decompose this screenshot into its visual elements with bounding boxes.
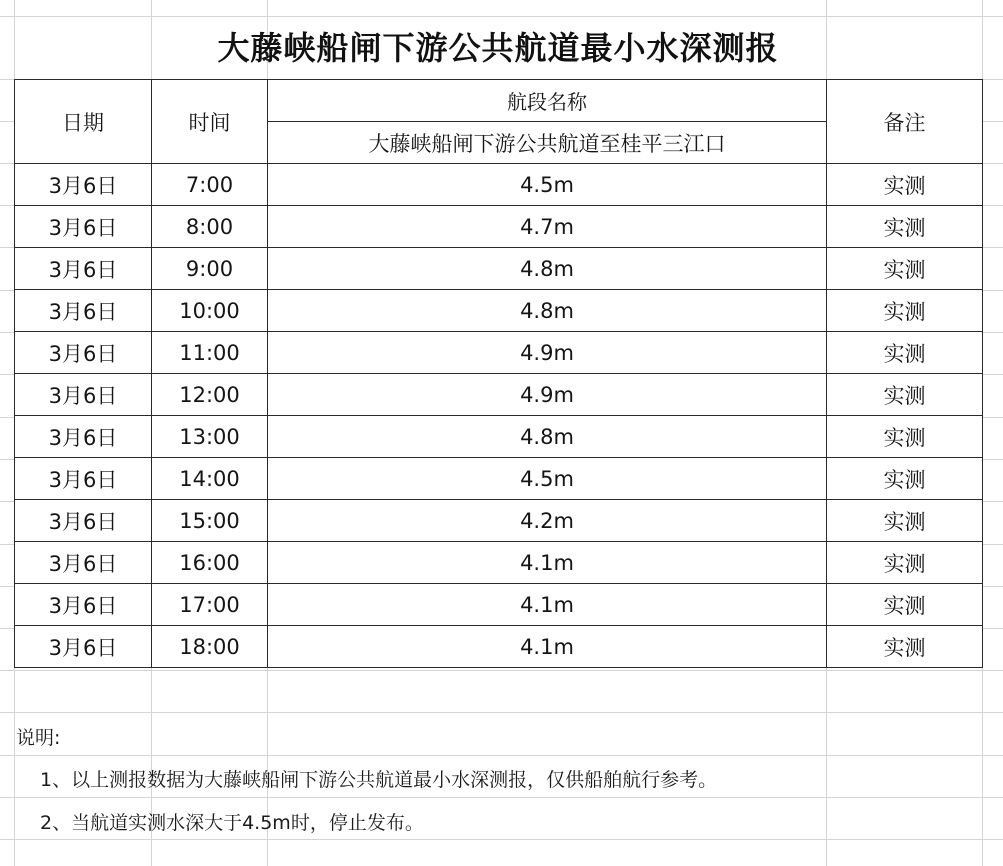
cell-time: 15:00 xyxy=(152,500,268,542)
cell-time: 10:00 xyxy=(152,290,268,332)
grid-line xyxy=(0,839,1003,840)
cell-remark: 实测 xyxy=(827,584,983,626)
table-row xyxy=(15,458,983,500)
cell-remark: 实测 xyxy=(827,542,983,584)
cell-depth: 4.8m xyxy=(268,248,827,290)
cell-depth: 4.8m xyxy=(268,290,827,332)
table-row xyxy=(15,374,983,416)
cell-time: 16:00 xyxy=(152,542,268,584)
note-item-2: 2、当航道实测水深大于4.5m时，停止发布。 xyxy=(40,812,424,834)
table-row xyxy=(15,332,983,374)
table-row xyxy=(15,248,983,290)
cell-depth: 4.5m xyxy=(268,458,827,500)
cell-depth: 4.5m xyxy=(268,164,827,206)
header-route-name: 大藤峡船闸下游公共航道至桂平三江口 xyxy=(268,122,827,164)
cell-remark: 实测 xyxy=(827,500,983,542)
table-row xyxy=(15,206,983,248)
cell-time: 11:00 xyxy=(152,332,268,374)
cell-remark: 实测 xyxy=(827,290,983,332)
cell-date: 3月6日 xyxy=(15,500,152,542)
table-header-row xyxy=(15,80,983,122)
grid-line xyxy=(0,797,1003,798)
cell-remark: 实测 xyxy=(827,248,983,290)
cell-depth: 4.7m xyxy=(268,206,827,248)
cell-depth: 4.8m xyxy=(268,416,827,458)
cell-time: 13:00 xyxy=(152,416,268,458)
cell-depth: 4.1m xyxy=(268,542,827,584)
table-row xyxy=(15,542,983,584)
cell-time: 18:00 xyxy=(152,626,268,668)
header-section-name: 航段名称 xyxy=(268,80,827,122)
table-row xyxy=(15,626,983,668)
cell-date: 3月6日 xyxy=(15,374,152,416)
table-row xyxy=(15,290,983,332)
cell-remark: 实测 xyxy=(827,332,983,374)
cell-date: 3月6日 xyxy=(15,542,152,584)
cell-date: 3月6日 xyxy=(15,458,152,500)
cell-remark: 实测 xyxy=(827,206,983,248)
header-time: 时间 xyxy=(152,80,268,164)
cell-date: 3月6日 xyxy=(15,248,152,290)
notes-label: 说明: xyxy=(16,727,61,749)
header-remark: 备注 xyxy=(827,80,983,164)
grid-line xyxy=(0,670,1003,671)
cell-depth: 4.1m xyxy=(268,626,827,668)
header-date: 日期 xyxy=(15,80,152,164)
table-row xyxy=(15,584,983,626)
cell-depth: 4.9m xyxy=(268,332,827,374)
cell-date: 3月6日 xyxy=(15,164,152,206)
cell-time: 12:00 xyxy=(152,374,268,416)
cell-date: 3月6日 xyxy=(15,332,152,374)
cell-time: 14:00 xyxy=(152,458,268,500)
cell-time: 9:00 xyxy=(152,248,268,290)
cell-date: 3月6日 xyxy=(15,206,152,248)
cell-remark: 实测 xyxy=(827,374,983,416)
cell-time: 17:00 xyxy=(152,584,268,626)
cell-date: 3月6日 xyxy=(15,290,152,332)
page-title: 大藤峡船闸下游公共航道最小水深测报 xyxy=(217,29,779,67)
table-row xyxy=(15,416,983,458)
cell-date: 3月6日 xyxy=(15,416,152,458)
cell-remark: 实测 xyxy=(827,626,983,668)
cell-depth: 4.2m xyxy=(268,500,827,542)
cell-remark: 实测 xyxy=(827,164,983,206)
note-item-1: 1、以上测报数据为大藤峡船闸下游公共航道最小水深测报，仅供船舶航行参考。 xyxy=(40,769,718,791)
cell-depth: 4.9m xyxy=(268,374,827,416)
cell-depth: 4.1m xyxy=(268,584,827,626)
cell-date: 3月6日 xyxy=(15,626,152,668)
table-row xyxy=(15,164,983,206)
cell-time: 8:00 xyxy=(152,206,268,248)
depth-report-table xyxy=(14,79,983,668)
grid-line xyxy=(0,755,1003,756)
grid-line xyxy=(0,712,1003,713)
cell-date: 3月6日 xyxy=(15,584,152,626)
table-row xyxy=(15,500,983,542)
cell-remark: 实测 xyxy=(827,458,983,500)
cell-time: 7:00 xyxy=(152,164,268,206)
cell-remark: 实测 xyxy=(827,416,983,458)
